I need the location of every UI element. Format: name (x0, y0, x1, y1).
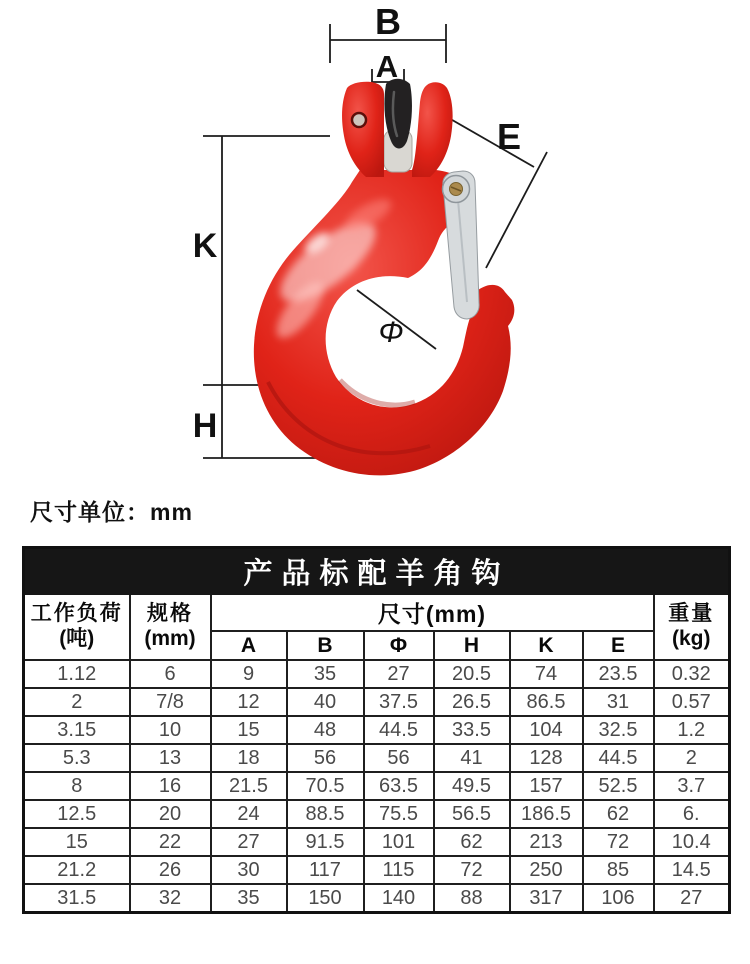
table-cell: 15 (211, 716, 287, 744)
table-cell: 56.5 (434, 800, 510, 828)
table-cell: 13 (130, 744, 211, 772)
table-row (24, 772, 730, 800)
table-cell: 30 (211, 856, 287, 884)
table-cell: 20 (130, 800, 211, 828)
col-header-size-a: A (211, 631, 287, 660)
table-cell: 91.5 (287, 828, 364, 856)
table-row (24, 688, 730, 716)
dim-label-phi: Φ (378, 316, 404, 349)
table-cell: 6. (654, 800, 730, 828)
table-cell: 157 (510, 772, 583, 800)
table-cell: 70.5 (287, 772, 364, 800)
dim-label-a: A (375, 49, 399, 84)
col-header-weight-label: 重量 (668, 602, 715, 626)
table-row (24, 856, 730, 884)
table-cell: 104 (510, 716, 583, 744)
table-cell: 49.5 (434, 772, 510, 800)
table-cell: 32.5 (583, 716, 654, 744)
table-row (24, 660, 730, 688)
table-cell: 6 (130, 660, 211, 688)
table-cell: 128 (510, 744, 583, 772)
table-cell: 106 (583, 884, 654, 913)
table-cell: 62 (434, 828, 510, 856)
table-cell: 26.5 (434, 688, 510, 716)
table-cell: 31 (583, 688, 654, 716)
col-header-size-e: E (583, 631, 654, 660)
table-cell: 18 (211, 744, 287, 772)
col-header-weight (654, 594, 730, 660)
col-header-spec-label: 规格 (147, 602, 193, 626)
col-header-size-b: B (287, 631, 364, 660)
table-row (24, 716, 730, 744)
table-cell: 20.5 (434, 660, 510, 688)
table-row (24, 800, 730, 828)
clevis-ear-right (412, 82, 453, 177)
table-cell: 3.7 (654, 772, 730, 800)
col-header-size-h: H (434, 631, 510, 660)
table-cell: 7/8 (130, 688, 211, 716)
table-cell: 117 (287, 856, 364, 884)
table-cell: 9 (211, 660, 287, 688)
dim-label-k: K (192, 227, 218, 265)
col-header-weight-unit: (kg) (672, 627, 711, 650)
col-header-load (24, 594, 130, 660)
table-cell: 27 (654, 884, 730, 913)
table-cell: 88 (434, 884, 510, 913)
table-cell: 48 (287, 716, 364, 744)
table-cell: 15 (24, 828, 130, 856)
table-cell: 44.5 (364, 716, 434, 744)
table-cell: 10 (130, 716, 211, 744)
table-cell: 0.32 (654, 660, 730, 688)
table-cell: 23.5 (583, 660, 654, 688)
spec-table-body (24, 660, 730, 913)
table-cell: 56 (287, 744, 364, 772)
table-cell: 22 (130, 828, 211, 856)
table-cell: 24 (211, 800, 287, 828)
table-row (24, 828, 730, 856)
table-cell: 21.2 (24, 856, 130, 884)
dim-label-b: B (375, 1, 401, 42)
table-cell: 2 (24, 688, 130, 716)
table-cell: 26 (130, 856, 211, 884)
table-cell: 14.5 (654, 856, 730, 884)
table-cell: 213 (510, 828, 583, 856)
dim-label-e: E (496, 116, 522, 157)
table-cell: 12.5 (24, 800, 130, 828)
table-cell: 21.5 (211, 772, 287, 800)
table-cell: 140 (364, 884, 434, 913)
table-cell: 56 (364, 744, 434, 772)
table-cell: 0.57 (654, 688, 730, 716)
table-cell: 150 (287, 884, 364, 913)
col-header-size-phi: Φ (364, 631, 434, 660)
table-cell: 31.5 (24, 884, 130, 913)
table-cell: 12 (211, 688, 287, 716)
table-cell: 1.12 (24, 660, 130, 688)
table-cell: 27 (211, 828, 287, 856)
table-cell: 115 (364, 856, 434, 884)
table-cell: 40 (287, 688, 364, 716)
table-cell: 72 (583, 828, 654, 856)
col-header-size-k: K (510, 631, 583, 660)
table-cell: 33.5 (434, 716, 510, 744)
clevis-ear-left (342, 82, 384, 177)
table-cell: 10.4 (654, 828, 730, 856)
table-cell: 75.5 (364, 800, 434, 828)
table-cell: 62 (583, 800, 654, 828)
table-row (24, 884, 730, 913)
table-row (24, 744, 730, 772)
table-cell: 44.5 (583, 744, 654, 772)
unit-note: 尺寸单位：mm (30, 499, 193, 525)
col-header-spec-unit: (mm) (144, 627, 196, 650)
table-cell: 16 (130, 772, 211, 800)
table-cell: 35 (211, 884, 287, 913)
table-title: 产品标配羊角钩 (24, 548, 730, 595)
dim-line-e-lower (486, 152, 547, 268)
table-cell: 8 (24, 772, 130, 800)
spec-table (22, 546, 731, 914)
table-cell: 86.5 (510, 688, 583, 716)
table-cell: 85 (583, 856, 654, 884)
table-cell: 37.5 (364, 688, 434, 716)
table-cell: 186.5 (510, 800, 583, 828)
table-cell: 2 (654, 744, 730, 772)
table-cell: 5.3 (24, 744, 130, 772)
table-cell: 63.5 (364, 772, 434, 800)
table-cell: 35 (287, 660, 364, 688)
table-cell: 3.15 (24, 716, 130, 744)
table-cell: 88.5 (287, 800, 364, 828)
table-cell: 27 (364, 660, 434, 688)
dim-label-h: H (192, 407, 218, 445)
col-header-spec (130, 594, 211, 660)
ear-hole (352, 113, 366, 127)
table-cell: 72 (434, 856, 510, 884)
table-cell: 74 (510, 660, 583, 688)
table-cell: 41 (434, 744, 510, 772)
col-header-load-label: 工作负荷 (30, 602, 123, 626)
table-cell: 1.2 (654, 716, 730, 744)
col-header-size: 尺寸(mm) (211, 594, 654, 631)
table-cell: 32 (130, 884, 211, 913)
table-cell: 250 (510, 856, 583, 884)
table-cell: 317 (510, 884, 583, 913)
table-cell: 52.5 (583, 772, 654, 800)
table-cell: 101 (364, 828, 434, 856)
col-header-load-unit: (吨) (59, 627, 95, 650)
